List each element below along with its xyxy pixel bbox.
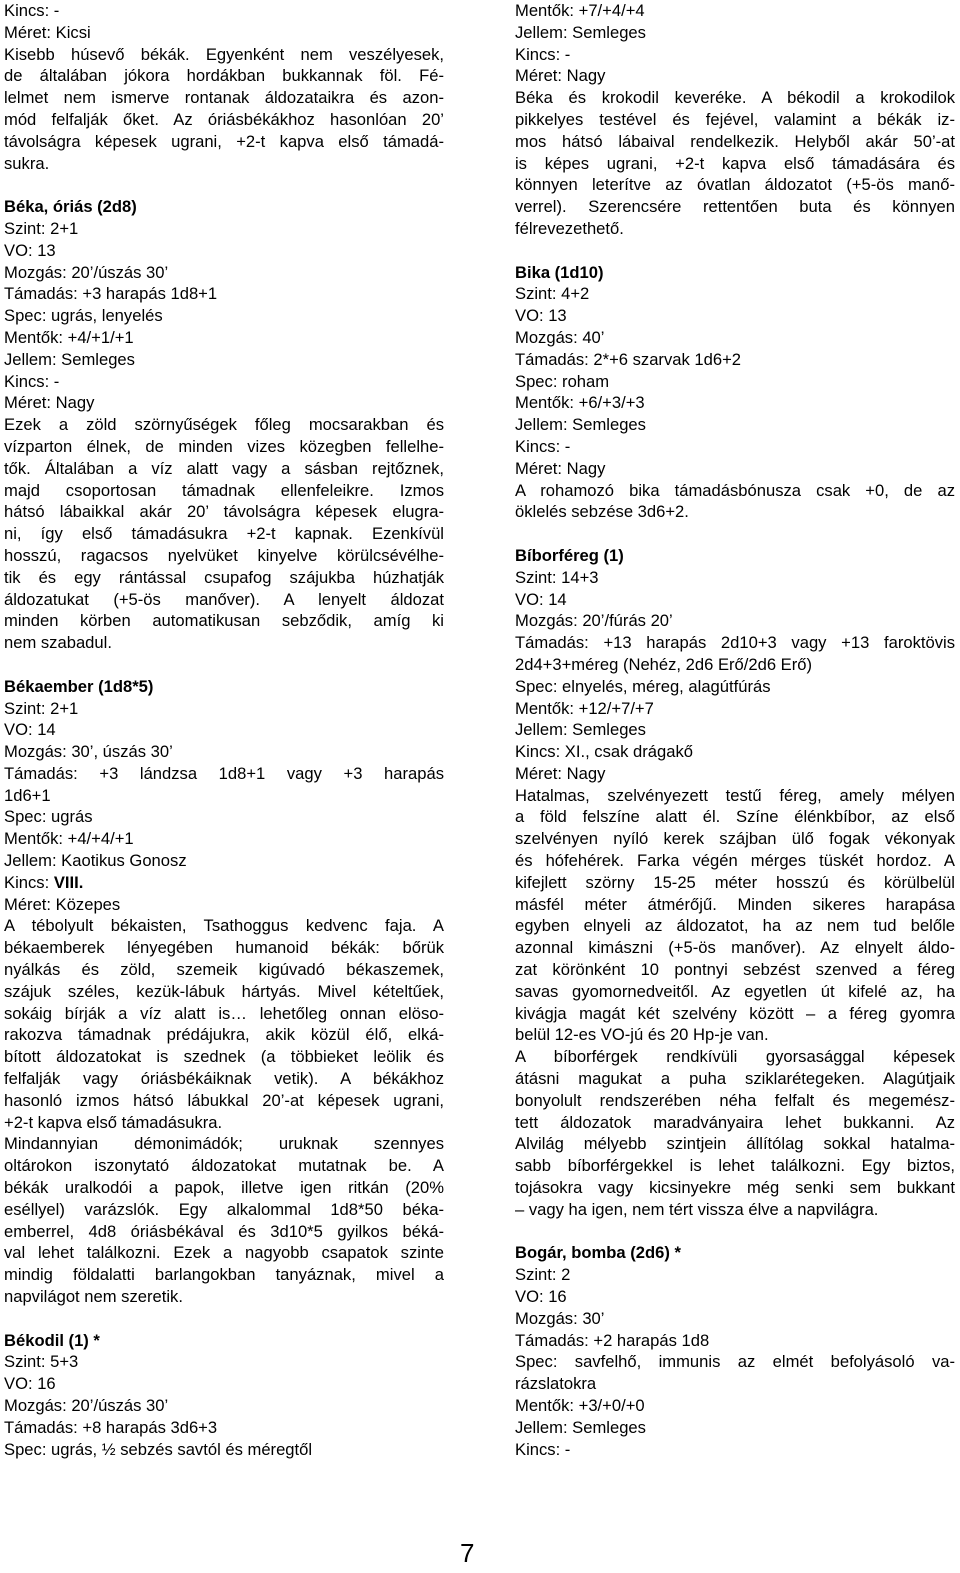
stat-line: Támadás: +2 harapás 1d8 — [515, 1330, 710, 1350]
stat-line: Kincs: - — [515, 436, 571, 456]
desc-line: Mindannyian démonimádók; uruknak szennyes — [4, 1134, 444, 1154]
stat-line: Szint: 14+3 — [515, 567, 599, 587]
desc-line: nyálkás és zöld, szemeik kigúvadó békaszemek, — [4, 960, 444, 980]
stat-line: Jellem: Semleges — [515, 720, 646, 740]
stat-line: Szint: 2+1 — [4, 698, 79, 718]
entry-title: Béka, óriás (2d8) — [4, 197, 137, 217]
stat-line: Szint: 4+2 — [515, 284, 590, 304]
stat-line: Mentők: +12/+7/+7 — [515, 698, 654, 718]
desc-line: pikkelyes testével és fejével, valamint a békák iz- — [515, 109, 955, 129]
stat-line: Támadás: +3 lándzsa 1d8+1 vagy +3 harapás — [4, 763, 444, 783]
desc-line: A rohamozó bika támadásbónusza csak +0, de az — [515, 480, 955, 500]
desc-line: tett áldozatok maradványaira lehet bukkanni. Az — [515, 1112, 955, 1132]
stat-line: Mentők: +7/+4/+4 — [515, 1, 645, 20]
stat-line: 1d6+1 — [4, 785, 51, 805]
desc-line: egyben elnyeli az áldozatot, ha az nem tud belőle — [515, 916, 955, 936]
treasure-label: Kincs: — [4, 872, 54, 892]
desc-line: mindig földalatti barlangokban tanyáznak, mivel a — [4, 1265, 444, 1285]
stat-line: Méret: Nagy — [515, 763, 606, 783]
desc-line: sabb bíborférgekkel is lehet találkozni. Egy biztos, — [515, 1156, 955, 1176]
desc-line: oltárokon iszonytató áldozatokat mutatnak be. A — [4, 1156, 444, 1176]
stat-line: Spec: savfelhő, immunis az elmét befolyásoló va- — [515, 1352, 955, 1372]
stat-line: Kincs: - — [515, 1439, 571, 1459]
desc-line: A tébolyult békaisten, Tsathoggus kedvenc faja. A — [4, 916, 444, 936]
stat-line: VO: 14 — [515, 589, 567, 609]
desc-line: tők. Általában a víz alatt vagy a sásban rejtőznek, — [4, 458, 444, 478]
desc-line: másfél méter átmérőjű. Minden sikeres harapása — [515, 894, 955, 914]
desc-line: hasonló izmos hátsó lábukkal 20’-at képesek ugrani, — [4, 1090, 444, 1110]
stat-line: Mentők: +4/+1/+1 — [4, 327, 134, 347]
desc-line: Kisebb húsevő békák. Egyenként nem veszélyesek, — [4, 44, 444, 64]
desc-line: – vagy ha igen, nem tért vissza élve a napvilágra. — [515, 1199, 879, 1219]
stat-line: Méret: Nagy — [515, 66, 606, 86]
desc-line: sukra. — [4, 153, 50, 173]
stat-line: Spec: ugrás, lenyelés — [4, 306, 163, 326]
desc-line: tojásokra vagy kicsinyekre még senki sem bukkant — [515, 1178, 955, 1198]
stat-line: Mozgás: 40’ — [515, 327, 605, 347]
stat-line: VO: 13 — [4, 240, 56, 260]
desc-line: átásni magukat a puha sziklarétegeken. Alagútjaik — [515, 1069, 955, 1089]
entry-title: Békaember (1d8*5) — [4, 676, 154, 696]
stat-line: Mozgás: 20’/fúrás 20’ — [515, 611, 673, 631]
desc-line: sokáig bírják a víz alatt is… lehetőleg onnan elöso- — [4, 1003, 444, 1023]
stat-line: Jellem: Kaotikus Gonosz — [4, 851, 187, 871]
stat-line: Kincs: XI., csak drágakő — [515, 742, 694, 762]
stat-line: Spec: roham — [515, 371, 610, 391]
desc-line: áldozatukat (+5-ös manőver). A lenyelt áldozat — [4, 589, 444, 609]
desc-line: mód felfalják őket. Az óriásbékákhoz hasonlóan 20’ — [4, 109, 444, 129]
stat-line: VO: 13 — [515, 306, 567, 326]
desc-line: bonyolult rendszerében néha felfalt és megemész- — [515, 1090, 955, 1110]
desc-line: hátsó lábaikkal akár 20’ távolságra képesek elugra- — [4, 502, 444, 522]
desc-line: rakozva támadnak prédájukra, akik közül élő, elká- — [4, 1025, 444, 1045]
right-column — [515, 0, 955, 1460]
desc-line: kivágja magát két szelvény között – a féreg gyomra — [515, 1003, 955, 1023]
entry-title: Bika (1d10) — [515, 262, 604, 282]
stat-line: Mozgás: 30’ — [515, 1308, 605, 1328]
desc-line: Alvilág mélyebb szintjein állítólag sokkal hatalma- — [515, 1134, 955, 1154]
desc-line: de általában jókora hordákban bukkannak föl. Fé- — [4, 66, 444, 86]
left-column — [4, 0, 444, 1460]
stat-line: VO: 14 — [4, 720, 56, 740]
desc-line: Ezek a zöld szörnyűségek főleg mocsarakban és — [4, 415, 444, 435]
stat-line: Kincs: - — [4, 371, 60, 391]
treasure-value: VIII. — [53, 872, 84, 892]
desc-line: emberrel, 4d8 óriásbékával és 3d10*5 gyilkos béká- — [4, 1221, 444, 1241]
entry-title: Békodil (1) * — [4, 1330, 100, 1350]
stat-line: Szint: 5+3 — [4, 1352, 79, 1372]
desc-line: savas gyomornedveitől. Az egyetlen út kifelé az, ha — [515, 981, 955, 1001]
desc-line: szájuk széles, kezük-lábuk hártyás. Mivel kételtűek, — [4, 981, 444, 1001]
desc-line: val lehet találkozni. Ezek a nagyobb csapatok szinte — [4, 1243, 444, 1263]
desc-line: Hatalmas, szelvényezett testű féreg, amely mélyen — [515, 785, 955, 805]
stat-line: Mentők: +4/+4/+1 — [4, 829, 134, 849]
stat-line: Méret: Kicsi — [4, 22, 91, 42]
desc-line: napvilágot nem szeretik. — [4, 1287, 183, 1307]
desc-line: bított áldozatokat is szednek (a többieket leölik és — [4, 1047, 444, 1067]
entry-title: Bogár, bomba (2d6) * — [515, 1243, 681, 1263]
stat-line: Spec: ugrás, ½ sebzés savtól és méregtől — [4, 1439, 313, 1459]
desc-line: Béka és krokodil keveréke. A békodil a krokodilok — [515, 88, 955, 108]
desc-line: eséllyel) varázslók. Egy alkalommal 1d8*50 béka- — [4, 1199, 444, 1219]
stat-line: Támadás: 2*+6 szarvak 1d6+2 — [515, 349, 741, 369]
stat-line: Kincs: - — [4, 1, 60, 20]
stat-line: Spec: ugrás — [4, 807, 93, 827]
stat-line: 2d4+3+méreg (Nehéz, 2d6 Erő/2d6 Erő) — [515, 654, 813, 674]
stat-line: Méret: Nagy — [4, 393, 95, 413]
desc-line: azonnal kimászni (+5-ös manőver). Az elnyelt áldo- — [515, 938, 955, 958]
stat-line: Mentők: +6/+3/+3 — [515, 393, 645, 413]
stat-line: Jellem: Semleges — [515, 1417, 646, 1437]
desc-line: lelmet nem ismerve rontanak áldozataikra és azon- — [4, 88, 444, 108]
stat-line: Szint: 2+1 — [4, 218, 79, 238]
stat-line: Méret: Nagy — [515, 458, 606, 478]
desc-line: zat körönként 10 pontnyi sebzést szenved a féreg — [515, 960, 955, 980]
stat-line: Jellem: Semleges — [515, 22, 646, 42]
desc-line: távolságra képesek ugrani, +2-t kapva első támadá- — [4, 131, 444, 151]
stat-line: rázslatokra — [515, 1374, 597, 1394]
desc-line: könnyen leterítve az óvatlan áldozatot (+5-ös manő- — [515, 175, 955, 195]
desc-line: hosszú, ragacsos nyelvüket kinyelve körülcsévélhe- — [4, 545, 444, 565]
desc-line: majd csoportosan támadnak ellenfeleikre. Izmos — [4, 480, 444, 500]
desc-line: szelvényen nyíló kerek szájban ülő fogak vékonyak — [515, 829, 955, 849]
desc-line: ni, így első támadásukra +2-t kapnak. Ezenkívül — [4, 524, 444, 544]
desc-line: minden körben automatikusan sebződik, amíg ki — [4, 611, 444, 631]
stat-line: Támadás: +13 harapás 2d10+3 vagy +13 faroktövis — [515, 633, 955, 653]
desc-line: békaemberek lényegében humanoid békák: bőrük — [4, 938, 444, 958]
desc-line: tik és egy rántással csupafog szájukba húzhatják — [4, 567, 444, 587]
stat-line: Támadás: +8 harapás 3d6+3 — [4, 1417, 218, 1437]
entry-title: Bíborféreg (1) — [515, 545, 624, 565]
desc-line: kifejlett szörny 15-25 méter hosszú és körülbelül — [515, 872, 955, 892]
desc-line: vízparton élnek, de minden vizes közegben fellelhe- — [4, 436, 444, 456]
stat-line: Mozgás: 20’/úszás 30’ — [4, 262, 169, 282]
treasure-line — [4, 872, 444, 894]
desc-line: félrevezethető. — [515, 218, 624, 238]
desc-line: nem szabadul. — [4, 633, 112, 653]
stat-line: Támadás: +3 harapás 1d8+1 — [4, 284, 218, 304]
desc-line: öklelés sebzése 3d6+2. — [515, 502, 689, 522]
desc-line: békák uralkodói a papok, illetve igen ritkán (20% — [4, 1178, 444, 1198]
desc-line: a föld felszíne alatt él. Színe élénkbíbor, az első — [515, 807, 955, 827]
stat-line: Mozgás: 20’/úszás 30’ — [4, 1396, 169, 1415]
stat-line: Kincs: - — [515, 44, 571, 64]
stat-line: VO: 16 — [4, 1374, 56, 1394]
stat-line: Méret: Közepes — [4, 894, 121, 914]
desc-line: is képes ugrani, +2-t kapva első támadására és — [515, 153, 955, 173]
stat-line: VO: 16 — [515, 1287, 567, 1307]
desc-line: +2-t kapva első támadásukra. — [4, 1112, 223, 1132]
stat-line: Mentők: +3/+0/+0 — [515, 1396, 645, 1415]
desc-line: és hófehérek. Farka végén mérges tüskét hordoz. A — [515, 851, 955, 871]
stat-line: Spec: elnyelés, méreg, alagútfúrás — [515, 676, 771, 696]
desc-line: mos hátsó lábaival rendelkezik. Helyből akár 50’-at — [515, 131, 955, 151]
stat-line: Jellem: Semleges — [4, 349, 135, 369]
desc-line: belül 12-es VO-jú és 20 Hp-je van. — [515, 1025, 769, 1045]
desc-line: A bíborférgek rendkívüli gyorsasággal képesek — [515, 1047, 955, 1067]
page-number: 7 — [460, 1538, 475, 1568]
desc-line: felfalják vagy óriásbékáiknak vetik). A békákhoz — [4, 1069, 444, 1089]
stat-line: Jellem: Semleges — [515, 415, 646, 435]
stat-line: Szint: 2 — [515, 1265, 571, 1285]
desc-line: verrel). Szerencsére rettentően buta és könnyen — [515, 197, 955, 217]
stat-line: Mozgás: 30’, úszás 30’ — [4, 742, 173, 762]
